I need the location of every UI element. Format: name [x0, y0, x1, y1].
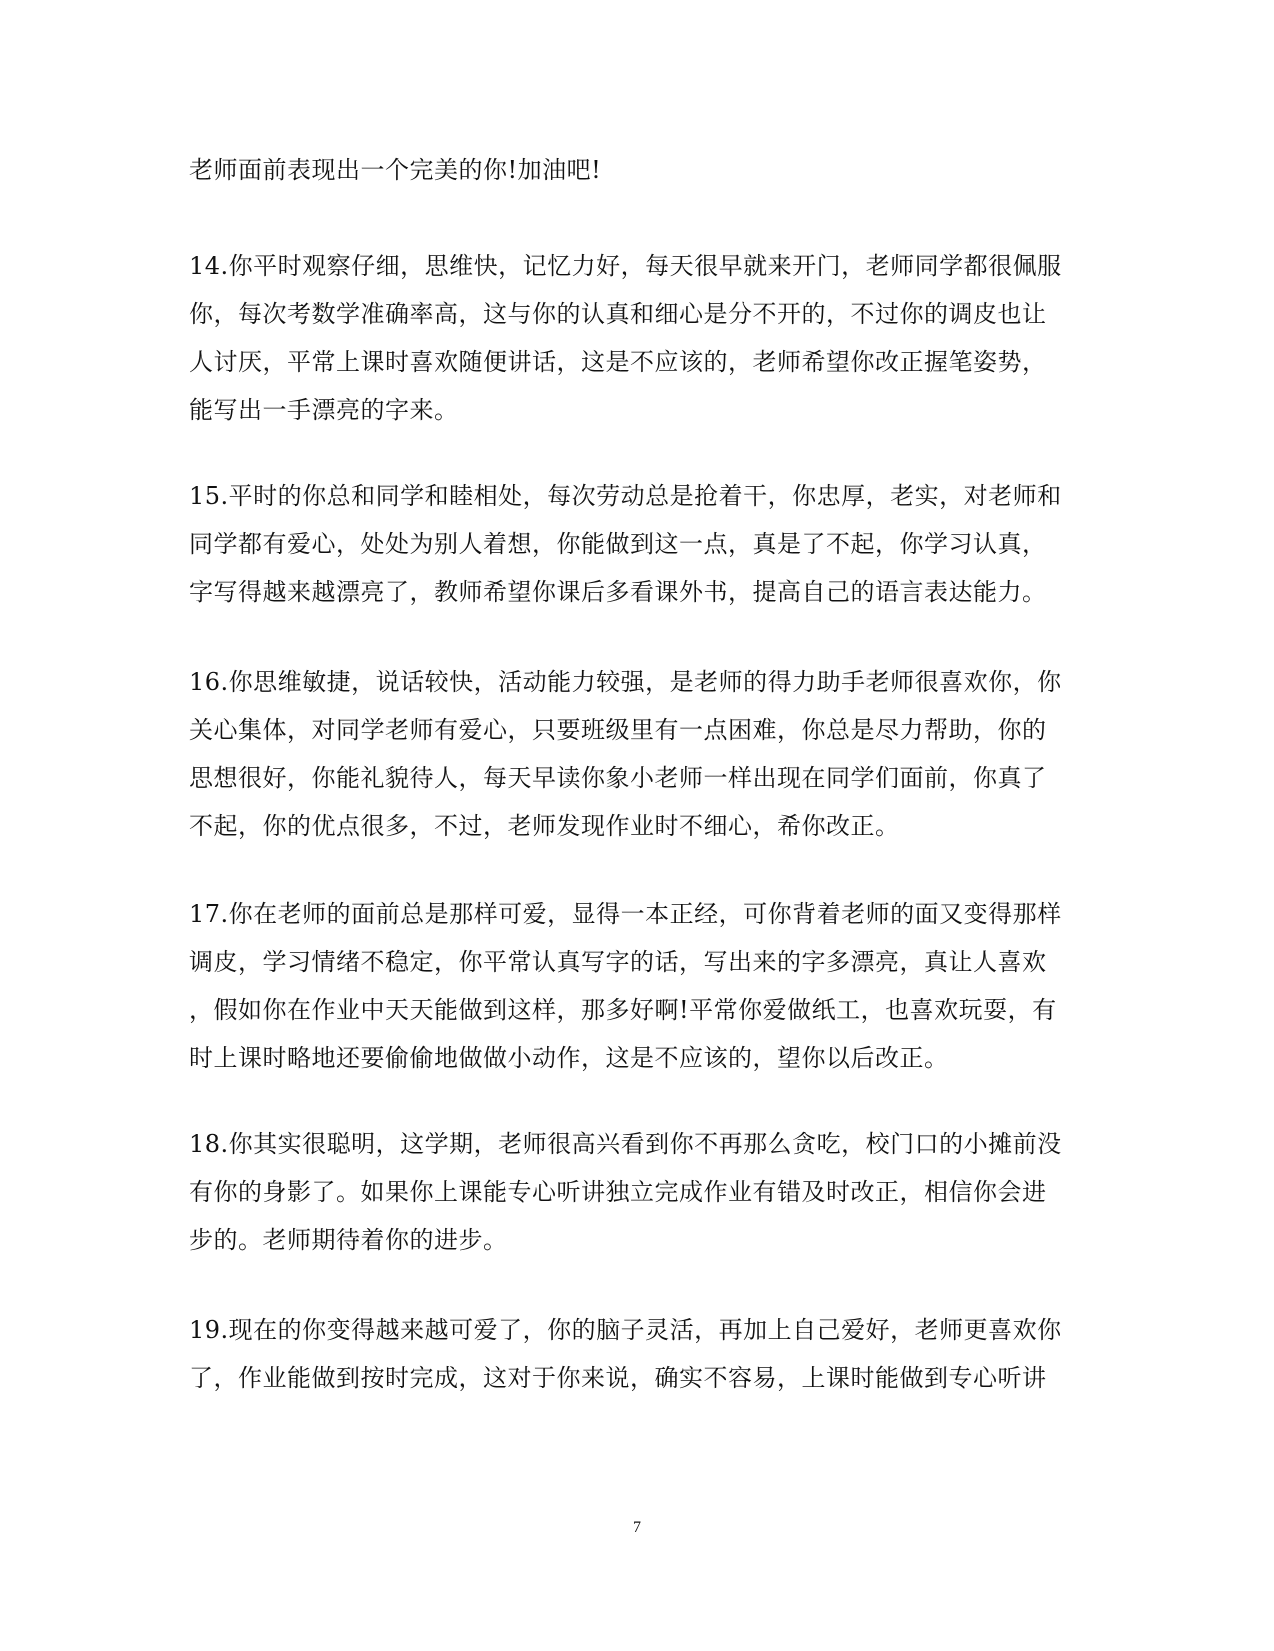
text-line: 同学都有爱心，处处为别人着想，你能做到这一点，真是了不起，你学习认真， — [189, 530, 1047, 558]
text-line: 14.你平时观察仔细，思维快，记忆力好，每天很早就来开门，老师同学都很佩服 — [189, 252, 1062, 280]
text-line: 调皮，学习情绪不稳定，你平常认真写字的话，写出来的字多漂亮，真让人喜欢 — [189, 948, 1047, 976]
text-line: 能写出一手漂亮的字来。 — [189, 396, 459, 424]
paragraph-item-16 — [189, 658, 1089, 850]
text-line: 15.平时的你总和同学和睦相处，每次劳动总是抢着干，你忠厚，老实，对老师和 — [189, 482, 1062, 510]
text-line: 思想很好，你能礼貌待人，每天早读你象小老师一样出现在同学们面前，你真了 — [189, 764, 1047, 792]
text-line: 人讨厌，平常上课时喜欢随便讲话，这是不应该的，老师希望你改正握笔姿势， — [189, 348, 1047, 376]
text-line: 时上课时略地还要偷偷地做做小动作，这是不应该的，望你以后改正。 — [189, 1044, 949, 1072]
paragraph-item-17 — [189, 890, 1089, 1082]
text-line: 字写得越来越漂亮了，教师希望你课后多看课外书，提高自己的语言表达能力。 — [189, 578, 1047, 606]
text-line: 有你的身影了。如果你上课能专心听讲独立完成作业有错及时改正，相信你会进 — [189, 1178, 1047, 1206]
text-line: 不起，你的优点很多，不过，老师发现作业时不细心，希你改正。 — [189, 812, 900, 840]
paragraph-item-19 — [189, 1306, 1089, 1402]
text-line: 18.你其实很聪明，这学期，老师很高兴看到你不再那么贪吃，校门口的小摊前没 — [189, 1130, 1062, 1158]
text-line: 老师面前表现出一个完美的你!加油吧! — [189, 156, 602, 184]
paragraph-intro-tail — [189, 146, 1089, 194]
text-line: ，假如你在作业中天天能做到这样，那多好啊!平常你爱做纸工，也喜欢玩耍，有 — [189, 996, 1057, 1024]
paragraph-item-14 — [189, 242, 1089, 434]
text-line: 你，每次考数学准确率高，这与你的认真和细心是分不开的，不过你的调皮也让 — [189, 300, 1047, 328]
page-number: 7 — [633, 1519, 641, 1536]
text-line: 16.你思维敏捷，说话较快，活动能力较强，是老师的得力助手老师很喜欢你，你 — [189, 668, 1062, 696]
text-line: 19.现在的你变得越来越可爱了，你的脑子灵活，再加上自己爱好，老师更喜欢你 — [189, 1316, 1062, 1344]
text-line: 了，作业能做到按时完成，这对于你来说，确实不容易，上课时能做到专心听讲 — [189, 1364, 1047, 1392]
text-line: 步的。老师期待着你的进步。 — [189, 1226, 508, 1254]
paragraph-item-18 — [189, 1120, 1089, 1264]
paragraph-item-15 — [189, 472, 1089, 616]
text-line: 17.你在老师的面前总是那样可爱，显得一本正经，可你背着老师的面又变得那样 — [189, 900, 1062, 928]
text-line: 关心集体，对同学老师有爱心，只要班级里有一点困难，你总是尽力帮助，你的 — [189, 716, 1047, 744]
